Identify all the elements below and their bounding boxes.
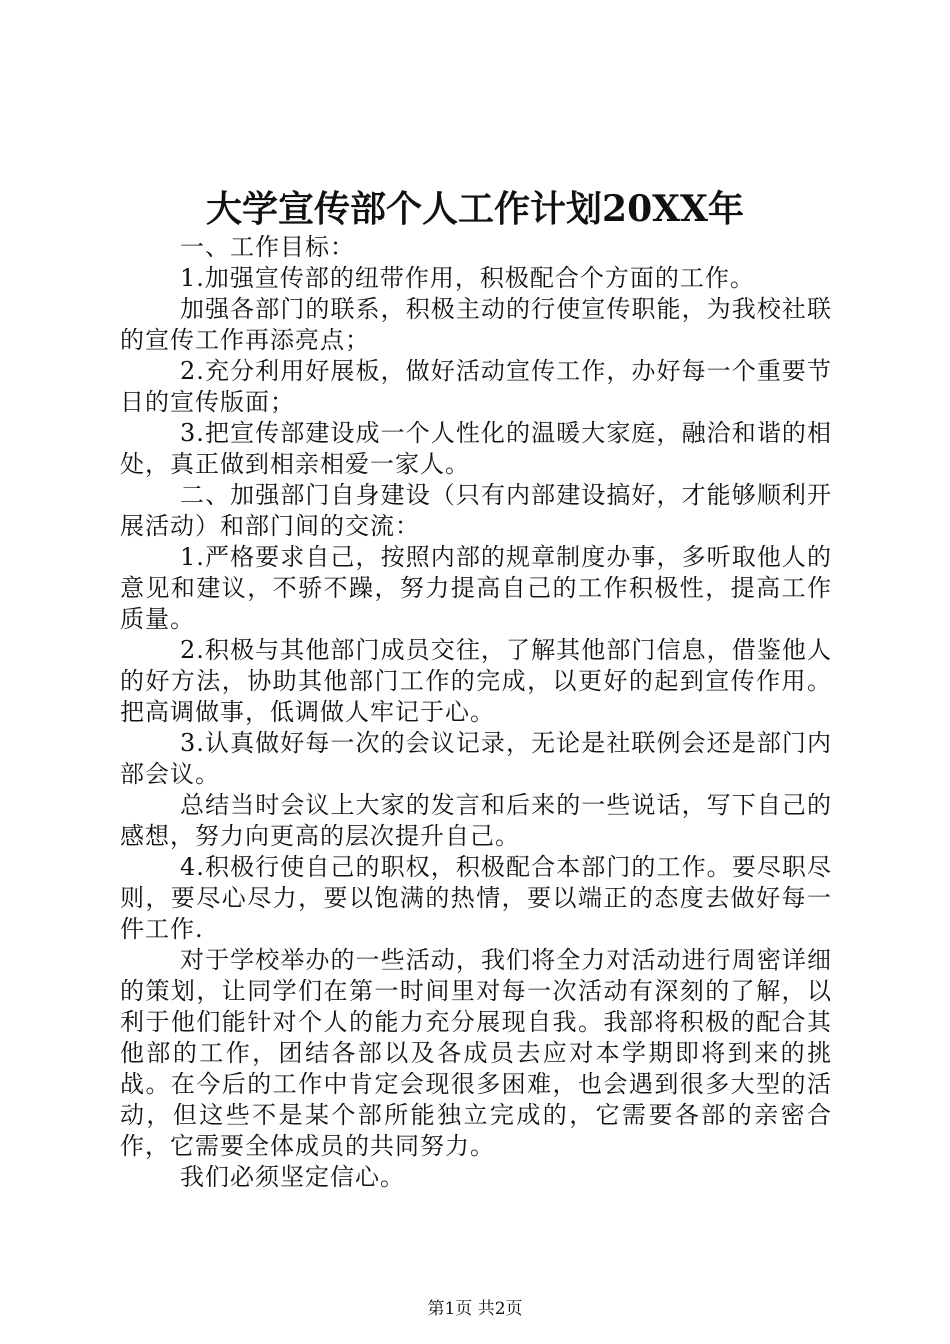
paragraph-item-4: 4.积极行使自己的职权，积极配合本部门的工作。要尽职尽则，要尽心尽力，要以饱满的热情，要以端正的态度去做好每一件工作. — [120, 853, 832, 943]
paragraph-item-3-detail: 总结当时会议上大家的发言和后来的一些说话，写下自己的感想，努力向更高的层次提升自己。 — [120, 791, 832, 850]
paragraph-goal-1-detail: 加强各部门的联系，积极主动的行使宣传职能，为我校社联的宣传工作再添亮点； — [120, 295, 832, 354]
document-title: 大学宣传部个人工作计划20XX年 — [206, 188, 744, 230]
paragraph-goal-2: 2.充分利用好展板，做好活动宣传工作，办好每一个重要节日的宣传版面； — [120, 357, 832, 416]
document-body — [120, 232, 832, 1193]
paragraph-goal-1: 1.加强宣传部的纽带作用，积极配合个方面的工作。 — [180, 264, 755, 292]
paragraph-item-1: 1.严格要求自己，按照内部的规章制度办事，多听取他人的意见和建议，不骄不躁，努力提高自己的工作积极性，提高工作质量。 — [120, 543, 832, 633]
page-footer: 第1页 共2页 — [427, 1299, 523, 1319]
paragraph-activities: 对于学校举办的一些活动，我们将全力对活动进行周密详细的策划，让同学们在第一时间里对每一次活动有深刻的了解，以利于他们能针对个人的能力充分展现自我。我部将积极的配合其他部的工作，团结各部以及各成员去应对本学期即将到来的挑战。在今后的工作中肯定会现很多困难，也会遇到很多大型的活动，但这些不是某个部所能独立完成的，它需要各部的亲密合作，它需要全体成员的共同努力。 — [120, 946, 832, 1160]
paragraph-section-2-heading: 二、加强部门自身建设（只有内部建设搞好，才能够顺利开展活动）和部门间的交流： — [120, 481, 832, 540]
paragraph-goals-heading: 一、工作目标： — [180, 233, 355, 261]
paragraph-goal-3: 3.把宣传部建设成一个人性化的温暖大家庭，融洽和谐的相处，真正做到相亲相爱一家人。 — [120, 419, 832, 478]
paragraph-closing: 我们必须坚定信心。 — [180, 1163, 405, 1191]
paragraph-item-2: 2.积极与其他部门成员交往，了解其他部门信息，借鉴他人的好方法，协助其他部门工作的完成，以更好的起到宣传作用。把高调做事，低调做人牢记于心。 — [120, 636, 832, 726]
paragraph-item-3: 3.认真做好每一次的会议记录，无论是社联例会还是部门内部会议。 — [120, 729, 832, 788]
